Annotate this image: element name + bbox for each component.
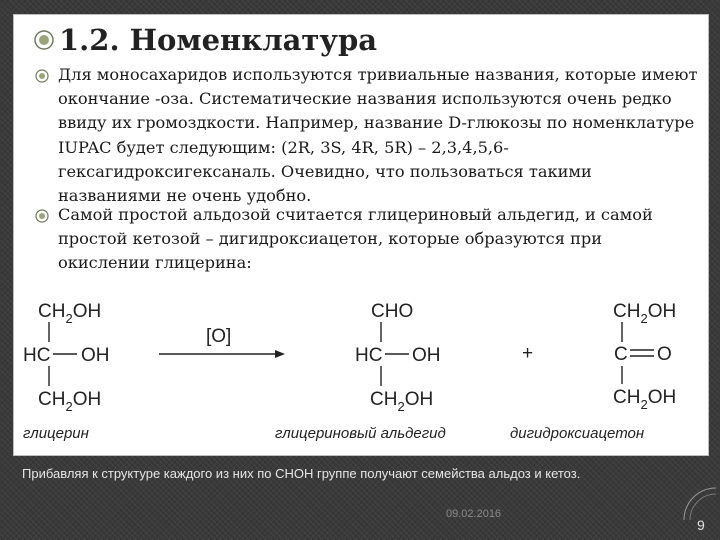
ketone-bottom-group: $CH_2OH$ — [613, 387, 677, 412]
paragraph-nomenclature: Для моносахаридов используются тривиальные названия, которые имеют окончание -оза. Систематические названия используются очень редко ввиду их громоздкости. Например, название D-глюкозы по номенклатуре IUPAC будет следующим: (2R, 3S, 4R, 5R) – 2,3,4,5,6-гексагидроксигексаналь. Очевидно, что пользоваться такими названиями не очень удобно. — [58, 65, 698, 206]
aldehyde-mid-left: HC — [355, 345, 383, 366]
slide-title — [33, 23, 377, 57]
ketone-carbon: C — [614, 344, 628, 365]
circled-bullet-icon — [35, 209, 49, 223]
reaction-scheme — [13, 290, 707, 450]
glycerol-top-group: $CH_2OH$ — [38, 301, 102, 326]
ketone-caption: дигидроксиацетон — [510, 425, 645, 442]
aldehyde-bottom-group: $CH_2OH$ — [370, 389, 434, 414]
glycerol-structure — [23, 301, 110, 442]
aldehyde-caption: глицериновый альдегид — [275, 425, 446, 442]
glycerol-bottom-group: $CH_2OH$ — [38, 389, 102, 414]
glycerol-mid-left: HC — [23, 345, 51, 366]
dihydroxyacetone-structure — [510, 301, 676, 442]
glycerol-caption: глицерин — [23, 425, 89, 442]
aldehyde-mid-right: OH — [412, 345, 441, 366]
paragraph-simple-sugars: Самой простой альдозой считается глицериновый альдегид, и самой простой кетозой – дигидроксиацетон, которые образуются при окислении глицерина: — [58, 205, 653, 273]
page-number: 9 — [697, 517, 705, 533]
plus-sign: + — [522, 343, 534, 364]
glycerol-mid-right: OH — [81, 345, 110, 366]
circled-bullet-icon — [33, 29, 55, 51]
aldehyde-top-group: CHO — [371, 301, 414, 322]
reaction-arrow — [159, 326, 285, 358]
footer-note: Прибавляя к структуре каждого из них по CHOH группе получают семейства альдоз и кетоз. — [22, 466, 581, 481]
ketone-top-group: $CH_2OH$ — [613, 301, 677, 326]
title-text: 1.2. Номенклатура — [59, 23, 378, 57]
slide-date: 09.02.2016 — [446, 508, 502, 520]
glyceraldehyde-structure — [275, 301, 446, 442]
ketone-oxygen: O — [657, 344, 672, 365]
circled-bullet-icon — [35, 69, 49, 83]
reagent-label: [O] — [206, 326, 232, 347]
